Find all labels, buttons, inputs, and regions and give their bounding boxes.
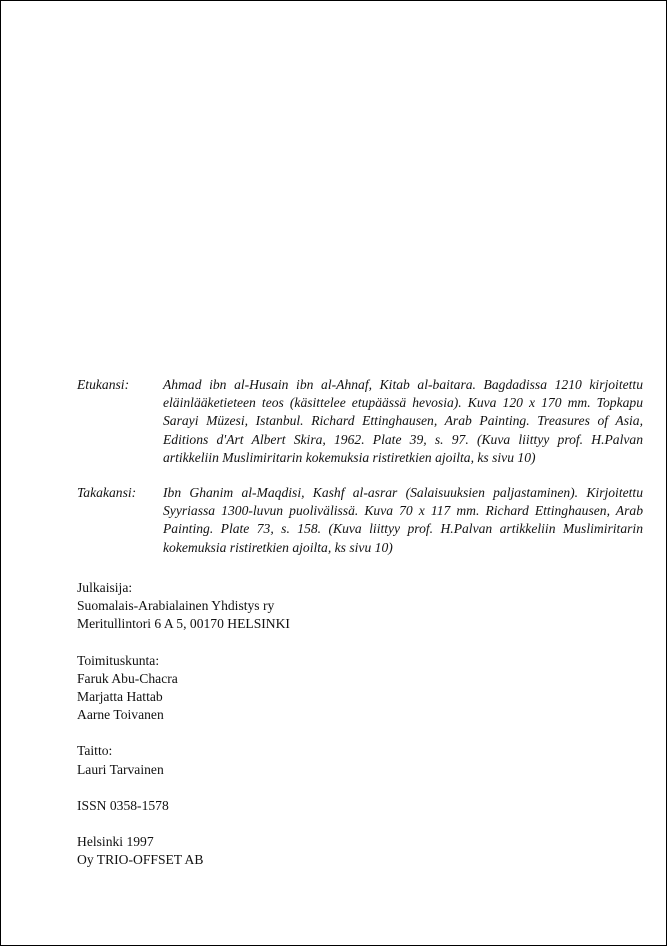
editorial-member: Aarne Toivanen bbox=[77, 707, 164, 723]
publisher-heading: Julkaisija: bbox=[77, 580, 133, 595]
printer-name: Oy TRIO-OFFSET AB bbox=[77, 852, 204, 868]
layout-name: Lauri Tarvainen bbox=[77, 761, 164, 777]
publisher-address: Meritullintori 6 A 5, 00170 HELSINKI bbox=[77, 616, 290, 632]
layout-heading: Taitto: bbox=[77, 743, 113, 759]
back-cover-caption bbox=[77, 484, 643, 557]
caption-label: Takakansi: bbox=[77, 485, 137, 501]
editorial-member: Faruk Abu-Chacra bbox=[77, 670, 178, 686]
print-place-year: Helsinki 1997 bbox=[77, 834, 154, 850]
publisher-name: Suomalais-Arabialainen Yhdistys ry bbox=[77, 598, 275, 614]
caption-label: Etukansi: bbox=[77, 377, 130, 392]
layout-credit-block bbox=[77, 742, 477, 778]
caption-text: Ahmad ibn al-Husain ibn al-Ahnaf, Kitab al-baitara. Bagdadissa 1210 kirjoitettu eläinlääketieteen teos (käsittelee etupäässä hevosia). Kuva 120 x 170 mm. Topkapu Sarayi Müzesi, Istanbul. Richard Ettinghausen, Arab Painting. Treasures of Asia, Editions d'Art Albert Skira, 1962. Plate 39, s. 97. (Kuva liittyy prof. H.Palvan artikkeliin Muslimiritarin kokemuksia ristiretkien ajoilta, ks sivu 10) bbox=[163, 377, 643, 465]
editorial-member: Marjatta Hattab bbox=[77, 689, 163, 705]
publisher-block bbox=[77, 579, 477, 634]
caption-text: Ibn Ghanim al-Maqdisi, Kashf al-asrar (Salaisuuksien paljastaminen). Kirjoitettu Syyriassa 1300-luvun puolivälissä. Kuva 70 x 117 mm. Richard Ettinghausen, Arab Painting. Plate 73, s. 158. (Kuva liittyy prof. H.Palvan artikkeliin Muslimiritarin kokemuksia ristiretkien ajoilta, ks sivu 10) bbox=[163, 485, 643, 555]
printing-block bbox=[77, 833, 477, 869]
editorial-block bbox=[77, 652, 477, 725]
issn: ISSN 0358-1578 bbox=[77, 797, 169, 813]
front-cover-caption bbox=[77, 376, 643, 467]
cover-captions bbox=[77, 376, 643, 557]
imprint bbox=[77, 579, 477, 869]
editorial-heading: Toimituskunta: bbox=[77, 652, 160, 668]
issn-block bbox=[77, 797, 477, 815]
